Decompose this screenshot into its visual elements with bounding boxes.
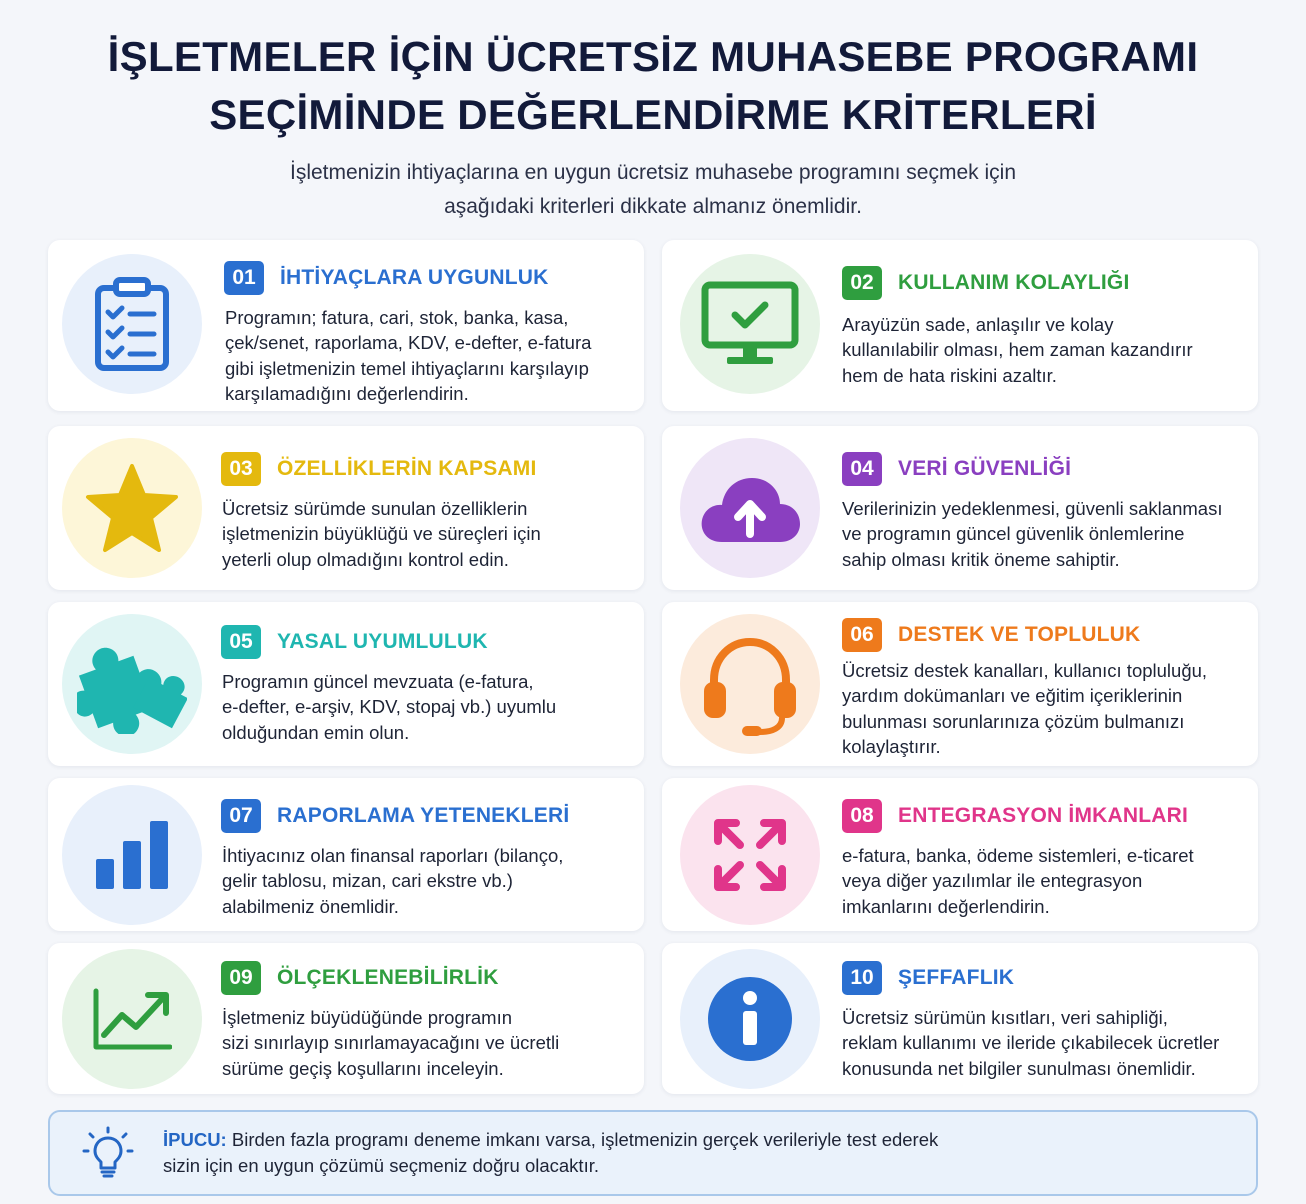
description-line: hem de hata riskini azaltır. [842, 364, 1057, 386]
description-line: imkanlarını değerlendirin. [842, 895, 1050, 917]
criterion-header [842, 617, 1140, 653]
criterion-title: VERİ GÜVENLİĞİ [898, 457, 1072, 480]
criterion-description [225, 305, 591, 406]
description-line: sizi sınırlayıp sınırlamayacağını ve ücretli [222, 1032, 560, 1054]
criterion-title: ÖZELLİKLERİN KAPSAMI [277, 457, 537, 480]
number-badge: 07 [221, 799, 261, 833]
page-title [0, 28, 1306, 144]
description-line: olduğundan emin olun. [222, 721, 410, 743]
criterion-header [842, 960, 1014, 996]
criterion-card-10 [662, 943, 1258, 1094]
tip-line-1-text: Birden fazla programı deneme imkanı varsa, işletmenizin gerçek verileriyle test ederek [226, 1129, 939, 1150]
criterion-header [842, 798, 1188, 834]
tip-text [163, 1127, 938, 1179]
clipboard-checklist-icon [92, 276, 172, 372]
criterion-title: YASAL UYUMLULUK [277, 630, 488, 653]
description-line: e-defter, e-arşiv, KDV, stopaj vb.) uyumlu [222, 696, 557, 718]
description-line: alabilmeniz önemlidir. [222, 895, 399, 917]
description-line: konusunda net bilgiler sunulması önemlidir. [842, 1057, 1196, 1079]
number-badge: 06 [842, 618, 882, 652]
criterion-header [221, 624, 488, 660]
criterion-header [842, 265, 1129, 301]
criterion-card-05 [48, 602, 644, 766]
description-line: sürüme geçiş koşullarını inceleyin. [222, 1057, 504, 1079]
number-badge: 02 [842, 266, 882, 300]
expand-arrows-icon [712, 817, 788, 893]
icon-circle [62, 254, 202, 394]
tip-label: İPUCU: [163, 1129, 227, 1150]
subtitle-line-2: aşağıdaki kriterleri dikkate almanız önemlidir. [444, 195, 862, 218]
criterion-header [224, 260, 548, 296]
criterion-description [842, 658, 1207, 759]
tip-line-1 [163, 1127, 938, 1153]
description-line: Programın; fatura, cari, stok, banka, kasa, [225, 307, 569, 328]
description-line: Ücretsiz destek kanalları, kullanıcı topluluğu, [842, 660, 1208, 681]
info-icon [707, 976, 793, 1062]
criterion-card-06 [662, 602, 1258, 766]
criterion-card-01 [48, 240, 644, 411]
criterion-card-09 [48, 943, 644, 1094]
criterion-title: RAPORLAMA YETENEKLERİ [277, 804, 570, 827]
description-line: İşletmeniz büyüdüğünde programın [222, 1007, 513, 1028]
description-line: gelir tablosu, mizan, cari ekstre vb.) [222, 870, 513, 892]
criterion-description [842, 843, 1194, 919]
criterion-card-07 [48, 778, 644, 931]
number-badge: 10 [842, 961, 882, 995]
criterion-description [842, 1005, 1219, 1081]
icon-circle [62, 438, 202, 578]
criterion-description [222, 496, 541, 572]
tip-box [48, 1110, 1258, 1196]
description-line: gibi işletmenizin temel ihtiyaçlarını karşılayıp [225, 357, 589, 379]
description-line: Ücretsiz sürümün kısıtları, veri sahipliği, [842, 1007, 1168, 1028]
lightbulb-icon [80, 1126, 136, 1182]
criterion-title: DESTEK VE TOPLULUK [898, 623, 1141, 646]
number-badge: 03 [221, 452, 261, 486]
criterion-header [842, 451, 1071, 487]
criterion-header [221, 798, 569, 834]
trend-up-icon [92, 987, 172, 1051]
number-badge: 04 [842, 452, 882, 486]
description-line: yardım dokümanları ve eğitim içeriklerinin [842, 685, 1183, 707]
puzzle-icon [77, 634, 187, 734]
criterion-title: İHTİYAÇLARA UYGUNLUK [280, 266, 549, 289]
description-line: yeterli olup olmadığını kontrol edin. [222, 548, 509, 570]
criterion-title: ENTEGRASYON İMKANLARI [898, 804, 1189, 827]
icon-circle [62, 614, 202, 754]
description-line: bulunması sorunlarınıza çözüm bulmanızı [842, 710, 1185, 732]
description-line: karşılamadığını değerlendirin. [225, 382, 469, 404]
bar-chart-icon [94, 819, 170, 891]
title-line-1: İŞLETMELER İÇİN ÜCRETSİZ MUHASEBE PROGRAMI [107, 33, 1199, 80]
title-line-2: SEÇİMİNDE DEĞERLENDİRME KRİTERLERİ [209, 91, 1097, 138]
description-line: Programın güncel mevzuata (e-fatura, [222, 671, 534, 692]
description-line: veya diğer yazılımlar ile entegrasyon [842, 870, 1143, 892]
description-line: çek/senet, raporlama, KDV, e-defter, e-fatura [225, 332, 592, 354]
number-badge: 05 [221, 625, 261, 659]
description-line: Arayüzün sade, anlaşılır ve kolay [842, 314, 1114, 335]
headset-icon [700, 632, 800, 736]
number-badge: 01 [224, 261, 264, 295]
criterion-title: KULLANIM KOLAYLIĞI [898, 271, 1130, 294]
criterion-description [222, 843, 563, 919]
icon-circle [62, 785, 202, 925]
icon-circle [680, 438, 820, 578]
description-line: ve programın güncel güvenlik önlemlerine [842, 523, 1185, 545]
criterion-description [222, 1005, 559, 1081]
description-line: İhtiyacınız olan finansal raporları (bilanço, [222, 845, 564, 866]
number-badge: 08 [842, 799, 882, 833]
number-badge: 09 [221, 961, 261, 995]
icon-circle [680, 254, 820, 394]
criterion-card-04 [662, 426, 1258, 590]
page-subtitle [0, 156, 1306, 224]
monitor-check-icon [701, 281, 799, 367]
criterion-description [842, 496, 1222, 572]
criterion-description [842, 312, 1193, 388]
description-line: reklam kullanımı ve ileride çıkabilecek ücretler [842, 1032, 1220, 1054]
description-line: kullanılabilir olması, hem zaman kazandırır [842, 339, 1193, 361]
criterion-title: ŞEFFAFLIK [898, 966, 1015, 989]
description-line: sahip olması kritik öneme sahiptir. [842, 548, 1120, 570]
icon-circle [680, 614, 820, 754]
criterion-card-08 [662, 778, 1258, 931]
description-line: Ücretsiz sürümde sunulan özelliklerin [222, 498, 528, 519]
tip-line-2: sizin için en uygun çözümü seçmeniz doğru olacaktır. [163, 1155, 599, 1176]
criterion-header [221, 960, 499, 996]
description-line: Verilerinizin yedeklenmesi, güvenli saklanması [842, 498, 1223, 519]
star-icon [84, 462, 180, 554]
cloud-upload-icon [698, 472, 802, 544]
criterion-title: ÖLÇEKLENEBİLİRLİK [277, 966, 499, 989]
description-line: kolaylaştırır. [842, 735, 941, 757]
criterion-header [221, 451, 537, 487]
description-line: e-fatura, banka, ödeme sistemleri, e-ticaret [842, 845, 1194, 866]
description-line: işletmenizin büyüklüğü ve süreçleri için [222, 523, 541, 545]
icon-circle [62, 949, 202, 1089]
icon-circle [680, 949, 820, 1089]
subtitle-line-1: İşletmenizin ihtiyaçlarına en uygun ücretsiz muhasebe programını seçmek için [289, 161, 1016, 184]
criterion-description [222, 669, 556, 745]
criterion-card-02 [662, 240, 1258, 411]
icon-circle [680, 785, 820, 925]
criterion-card-03 [48, 426, 644, 590]
